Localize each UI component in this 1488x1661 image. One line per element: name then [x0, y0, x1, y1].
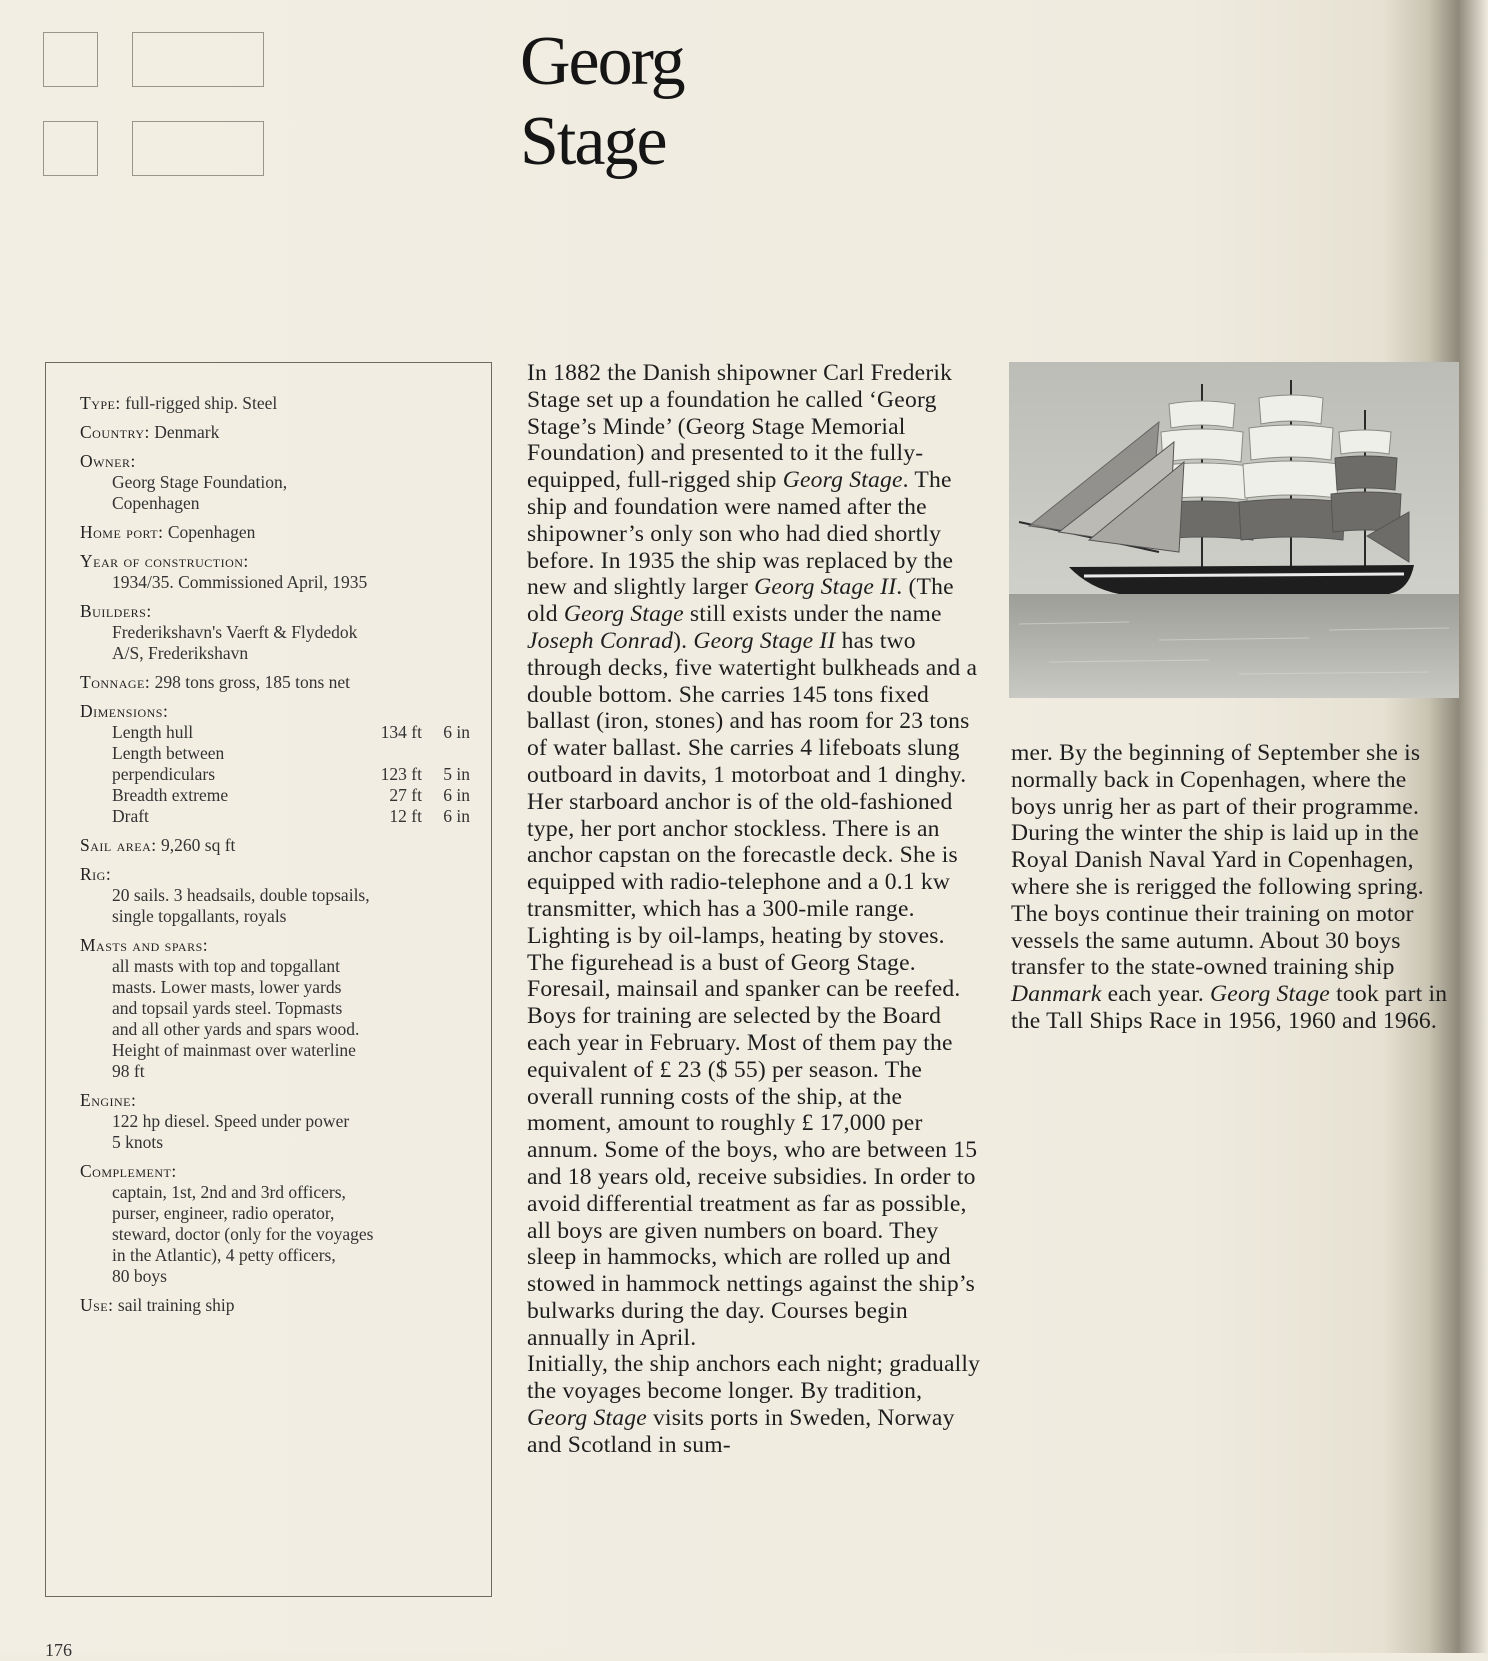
spec-owner	[80, 451, 470, 514]
spec-value: and all other yards and spars wood.	[112, 1019, 360, 1039]
body-text: ).	[673, 627, 694, 654]
body-text: still exists under the name	[683, 601, 942, 628]
spec-value: purser, engineer, radio operator,	[112, 1203, 335, 1223]
ship-photo-illustration	[1009, 362, 1459, 698]
spec-label: Builders:	[80, 601, 152, 621]
body-text-column-2	[1011, 740, 1456, 1035]
spec-use	[80, 1295, 470, 1316]
dimension-feet: 12 ft	[389, 806, 422, 826]
spec-value: masts. Lower masts, lower yards	[112, 977, 342, 997]
spec-value: 20 sails. 3 headsails, double topsails,	[112, 885, 370, 905]
body-text: took part in the Tall Ships Race in 1956, 1960 and 1966.	[1011, 981, 1448, 1034]
spec-sail-area	[80, 835, 470, 856]
dimension-name: Length hull	[112, 722, 194, 742]
body-text: each year.	[1101, 981, 1211, 1008]
spec-value: Copenhagen	[167, 522, 256, 542]
spec-value: steward, doctor (only for the voyages	[112, 1224, 374, 1244]
dimension-inches: 6 in	[443, 806, 470, 826]
page-number: 176	[45, 1640, 72, 1660]
spec-label: Complement:	[80, 1161, 177, 1181]
spec-value: Denmark	[154, 422, 220, 442]
spec-value: 98 ft	[112, 1061, 145, 1081]
dimension-feet	[364, 743, 422, 764]
flag-placeholder-box	[43, 121, 98, 176]
spec-country	[80, 422, 470, 443]
spec-label: Rig:	[80, 864, 112, 884]
spec-value: 80 boys	[112, 1266, 167, 1286]
spec-value: Height of mainmast over waterline	[112, 1040, 356, 1060]
spec-label: Country:	[80, 422, 150, 442]
spec-value: A/S, Frederikshavn	[112, 643, 249, 663]
ship-name: Georg Stage II	[693, 627, 836, 654]
spec-value: 9,260 sq ft	[161, 835, 236, 855]
dimension-inches: 6 in	[443, 785, 470, 805]
spec-engine	[80, 1090, 470, 1153]
ship-name: Joseph Conrad	[527, 627, 674, 654]
spec-type	[80, 393, 470, 414]
spec-label: Owner:	[80, 451, 136, 471]
dimension-inches: 5 in	[443, 764, 470, 784]
spec-dimensions	[80, 701, 470, 827]
flag-placeholder-box	[132, 121, 264, 176]
spec-label: Year of construction:	[80, 551, 249, 571]
spec-value: 1934/35. Commissioned April, 1935	[112, 572, 368, 592]
ship-name: Georg Stage	[527, 1405, 647, 1432]
body-text: . (The old	[527, 574, 954, 628]
dimension-inches: 6 in	[443, 722, 470, 742]
spec-value: and topsail yards steel. Topmasts	[112, 998, 343, 1018]
dimension-inches	[422, 743, 470, 764]
dimension-feet: 134 ft	[380, 722, 422, 742]
spec-label: Sail area:	[80, 835, 157, 855]
spec-label: Type:	[80, 393, 121, 413]
ship-name: Georg Stage	[782, 467, 903, 494]
spec-label: Engine:	[80, 1090, 137, 1110]
dimension-row	[80, 785, 470, 806]
dimension-feet: 27 ft	[389, 785, 422, 805]
dimension-row	[80, 722, 470, 743]
spec-value: full-rigged ship. Steel	[125, 393, 278, 413]
spec-value: Copenhagen	[112, 493, 200, 513]
title-line-1: Georg	[520, 23, 684, 100]
spec-complement	[80, 1161, 470, 1287]
spec-tonnage	[80, 672, 470, 693]
page-title	[520, 22, 684, 182]
body-paragraph	[527, 1351, 987, 1458]
body-text: In 1882 the Danish shipowner Carl Frederik Stage set up a foundation he called ‘Georg Stage’s Minde’ (Georg Stage Memorial Foundation) and presented to it the fully-equipped, full-rigged ship	[527, 360, 953, 494]
body-paragraph	[1011, 740, 1456, 1035]
dimension-feet: 123 ft	[380, 764, 422, 784]
spec-label: Dimensions:	[80, 701, 169, 721]
ship-name: Georg Stage	[563, 601, 684, 628]
spec-value: Frederikshavn's Vaerft & Flydedok	[112, 622, 358, 642]
spec-label: Home port:	[80, 522, 164, 542]
specification-box	[45, 362, 492, 1597]
dimension-row	[80, 743, 470, 764]
spec-label: Use:	[80, 1295, 114, 1315]
spec-value: Georg Stage Foundation,	[112, 472, 288, 492]
specification-list	[80, 393, 470, 1324]
spec-home-port	[80, 522, 470, 543]
spec-masts	[80, 935, 470, 1082]
spec-value: single topgallants, royals	[112, 906, 287, 926]
spec-value: all masts with top and topgallant	[112, 956, 340, 976]
dimension-name: Breadth extreme	[112, 785, 229, 805]
body-text: visits ports in Sweden, Norway and Scotland in sum-	[527, 1405, 955, 1458]
flag-placeholder-box	[43, 32, 98, 87]
body-text: mer. By the beginning of September she is normally back in Copenhagen, where the boys unrig her as part of their programme. During the winter the ship is laid up in the Royal Danish Naval Yard in Copenhagen, where she is rerigged the following spring. The boys continue their training on motor vessels the same autumn. About 30 boys transfer to the state-owned training ship	[1011, 740, 1424, 981]
flag-placeholder-box	[132, 32, 264, 87]
spec-rig	[80, 864, 470, 927]
spec-value: 122 hp diesel. Speed under power	[112, 1111, 350, 1131]
spec-value: 298 tons gross, 185 tons net	[154, 672, 351, 692]
dimension-name: Draft	[112, 806, 149, 826]
spec-value: in the Atlantic), 4 petty officers,	[112, 1245, 336, 1265]
ship-name: Danmark	[1011, 981, 1102, 1008]
spec-label: Masts and spars:	[80, 935, 209, 955]
spec-value: 5 knots	[112, 1132, 164, 1152]
spec-year	[80, 551, 470, 593]
ship-photo	[1009, 362, 1459, 698]
body-text-column-1	[527, 360, 987, 1459]
ship-name: Georg Stage II	[754, 574, 897, 601]
body-text: . The ship and foundation were named after the shipowner’s only son who had died shortly before. In 1935 the ship was replaced by the new and slightly larger	[527, 467, 954, 601]
title-line-2: Stage	[520, 103, 666, 180]
body-paragraph	[527, 360, 987, 1351]
dimension-name: Length between	[112, 743, 225, 763]
dimension-name: perpendiculars	[112, 764, 216, 784]
spec-builders	[80, 601, 470, 664]
spec-value: sail training ship	[117, 1295, 235, 1315]
body-text: has two through decks, five watertight bulkheads and a double bottom. She carries 145 tons fixed ballast (iron, stones) and has room for 23 tons of water ballast. She carries 4 lifeboats slung outboard in davits, 1 motorboat and 1 dinghy. Her starboard anchor is of the old-fashioned type, her port anchor stockless. There is an anchor capstan on the forecastle deck. She is equipped with radio-telephone and a 0.1 kw transmitter, which has a 300-mile range. Lighting is by oil-lamps, heating by stoves. The figurehead is a bust of Georg Stage. Foresail, mainsail and spanker can be reefed. Boys for training are selected by the Board each year in February. Most of them pay the equivalent of £ 23 ($ 55) per season. The overall running costs of the ship, at the moment, amount to roughly £ 17,000 per annum. Some of the boys, who are between 15 and 18 years old, receive subsidies. In order to avoid differential treatment as far as possible, all boys are given numbers on board. They sleep in hammocks, which are rolled up and stowed in hammock nettings against the ship’s bulwarks during the day. Courses begin annually in April.	[527, 627, 978, 1351]
body-text: Initially, the ship anchors each night; gradually the voyages become longer. By tradition,	[527, 1351, 981, 1405]
spec-value: captain, 1st, 2nd and 3rd officers,	[112, 1182, 346, 1202]
dimension-row	[80, 764, 470, 785]
dimension-row	[80, 806, 470, 827]
spec-label: Tonnage:	[80, 672, 151, 692]
ship-name: Georg Stage	[1210, 981, 1330, 1008]
